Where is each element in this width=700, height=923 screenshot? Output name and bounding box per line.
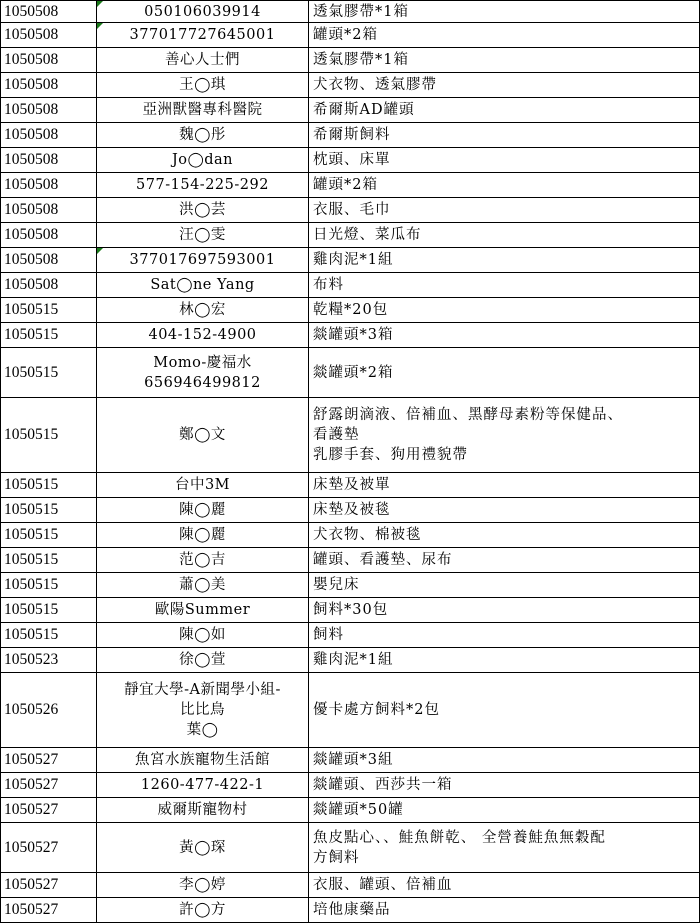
donor-cell bbox=[97, 198, 309, 223]
item-line: 雞肉泥*1組 bbox=[313, 252, 394, 268]
item-line: 燚罐頭*2箱 bbox=[313, 364, 394, 381]
donor-cell bbox=[97, 398, 309, 473]
donor-line: 比比鳥 bbox=[180, 702, 225, 718]
items-cell bbox=[309, 573, 700, 598]
date-cell: 1050523 bbox=[1, 648, 97, 673]
item-line: 希爾斯飼料 bbox=[313, 127, 391, 143]
item-line: 床墊及被單 bbox=[313, 477, 391, 493]
item-line: 飼料*30包 bbox=[313, 602, 389, 618]
donor-line: 汪◯雯 bbox=[179, 227, 226, 243]
donor-cell bbox=[97, 473, 309, 498]
items-cell bbox=[309, 548, 700, 573]
donation-table-body bbox=[1, 1, 700, 923]
items-cell bbox=[309, 498, 700, 523]
donor-line: Sat◯ne Yang bbox=[150, 277, 255, 293]
date-cell: 1050515 bbox=[1, 548, 97, 573]
item-line: 犬衣物、透氣膠帶 bbox=[313, 77, 437, 93]
table-row bbox=[1, 773, 700, 798]
donor-cell bbox=[97, 598, 309, 623]
donor-cell bbox=[97, 98, 309, 123]
donor-line: Jo◯dan bbox=[171, 152, 234, 168]
items-cell bbox=[309, 773, 700, 798]
donor-cell bbox=[97, 573, 309, 598]
table-row bbox=[1, 248, 700, 273]
items-cell bbox=[309, 523, 700, 548]
items-cell bbox=[309, 23, 700, 48]
table-row bbox=[1, 548, 700, 573]
table-row bbox=[1, 48, 700, 73]
donor-line: 陳◯如 bbox=[179, 627, 226, 643]
donor-cell bbox=[97, 523, 309, 548]
item-line: 嬰兒床 bbox=[313, 577, 360, 593]
items-cell bbox=[309, 298, 700, 323]
items-cell bbox=[309, 148, 700, 173]
table-row bbox=[1, 473, 700, 498]
donor-line: 404-152-4900 bbox=[148, 327, 257, 343]
table-row bbox=[1, 398, 700, 473]
item-line: 透氣膠帶*1箱 bbox=[313, 3, 409, 20]
donor-cell bbox=[97, 48, 309, 73]
items-cell bbox=[309, 223, 700, 248]
table-row bbox=[1, 148, 700, 173]
items-cell bbox=[309, 248, 700, 273]
date-cell: 1050508 bbox=[1, 1, 97, 23]
table-row bbox=[1, 223, 700, 248]
donor-line: 台中3M bbox=[174, 477, 231, 493]
table-row bbox=[1, 323, 700, 348]
table-row bbox=[1, 173, 700, 198]
item-line: 乾糧*20包 bbox=[313, 302, 389, 318]
table-row bbox=[1, 73, 700, 98]
item-line: 希爾斯AD罐頭 bbox=[313, 102, 415, 118]
date-cell: 1050515 bbox=[1, 298, 97, 323]
date-cell: 1050508 bbox=[1, 173, 97, 198]
items-cell bbox=[309, 748, 700, 773]
donor-cell bbox=[97, 748, 309, 773]
donor-cell bbox=[97, 148, 309, 173]
table-row bbox=[1, 498, 700, 523]
donor-line: Momo-慶福水 bbox=[153, 354, 252, 371]
items-cell bbox=[309, 798, 700, 823]
donor-cell bbox=[97, 173, 309, 198]
item-line: 優卡處方飼料*2包 bbox=[313, 702, 440, 718]
item-line: 乳膠手套、狗用禮貌帶 bbox=[313, 447, 468, 463]
items-cell bbox=[309, 398, 700, 473]
donor-cell bbox=[97, 223, 309, 248]
table-row bbox=[1, 798, 700, 823]
donor-line: 魚宮水族寵物生活館 bbox=[135, 752, 270, 768]
table-row bbox=[1, 273, 700, 298]
item-line: 衣服、罐頭、倍補血 bbox=[313, 877, 453, 893]
table-row bbox=[1, 98, 700, 123]
item-line: 燚罐頭*50罐 bbox=[313, 802, 404, 818]
item-line: 床墊及被毯 bbox=[313, 502, 391, 518]
comment-marker-icon bbox=[97, 248, 103, 254]
date-cell: 1050515 bbox=[1, 598, 97, 623]
date-cell: 1050527 bbox=[1, 898, 97, 923]
date-cell: 1050527 bbox=[1, 773, 97, 798]
donor-line: 577-154-225-292 bbox=[136, 177, 269, 193]
donor-line: 377017727645001 bbox=[129, 27, 276, 43]
donor-line: 陳◯麗 bbox=[179, 502, 226, 518]
donor-line: 魏◯彤 bbox=[179, 127, 226, 143]
item-line: 燚罐頭*3組 bbox=[313, 752, 394, 768]
donor-line: 善心人士們 bbox=[165, 52, 240, 68]
items-cell bbox=[309, 273, 700, 298]
donor-line: 1260-477-422-1 bbox=[140, 777, 265, 793]
date-cell: 1050515 bbox=[1, 623, 97, 648]
donor-line: 歐陽Summer bbox=[154, 602, 251, 618]
date-cell: 1050508 bbox=[1, 248, 97, 273]
donor-cell bbox=[97, 873, 309, 898]
date-cell: 1050508 bbox=[1, 98, 97, 123]
date-cell: 1050508 bbox=[1, 223, 97, 248]
table-row bbox=[1, 348, 700, 398]
table-row bbox=[1, 298, 700, 323]
donor-line: 洪◯芸 bbox=[179, 202, 226, 218]
item-line: 罐頭、看護墊、尿布 bbox=[313, 552, 453, 568]
items-cell bbox=[309, 173, 700, 198]
items-cell bbox=[309, 98, 700, 123]
items-cell bbox=[309, 323, 700, 348]
donor-cell bbox=[97, 798, 309, 823]
donor-line: 377017697593001 bbox=[129, 252, 276, 268]
date-cell: 1050508 bbox=[1, 148, 97, 173]
table-row bbox=[1, 523, 700, 548]
item-line: 日光燈、菜瓜布 bbox=[313, 227, 422, 243]
donor-line: 050106039914 bbox=[144, 3, 261, 20]
table-row bbox=[1, 648, 700, 673]
date-cell: 1050508 bbox=[1, 73, 97, 98]
donor-line: 林◯宏 bbox=[179, 302, 226, 318]
date-cell: 1050515 bbox=[1, 523, 97, 548]
date-cell: 1050527 bbox=[1, 798, 97, 823]
date-cell: 1050508 bbox=[1, 23, 97, 48]
donor-line: 陳◯麗 bbox=[179, 527, 226, 543]
donor-line: 李◯婷 bbox=[179, 877, 226, 893]
donor-line: 許◯方 bbox=[179, 902, 226, 918]
items-cell bbox=[309, 823, 700, 873]
item-line: 雞肉泥*1組 bbox=[313, 652, 394, 668]
items-cell bbox=[309, 348, 700, 398]
donor-cell bbox=[97, 548, 309, 573]
item-line: 燚罐頭*3箱 bbox=[313, 327, 394, 343]
donor-line: 徐◯萱 bbox=[179, 652, 226, 668]
item-line: 罐頭*2箱 bbox=[313, 27, 378, 43]
donor-cell bbox=[97, 648, 309, 673]
donor-cell bbox=[97, 623, 309, 648]
donor-cell bbox=[97, 298, 309, 323]
date-cell: 1050527 bbox=[1, 873, 97, 898]
donor-line: 威爾斯寵物村 bbox=[157, 802, 248, 818]
date-cell: 1050515 bbox=[1, 573, 97, 598]
date-cell: 1050515 bbox=[1, 323, 97, 348]
table-row bbox=[1, 748, 700, 773]
donor-cell bbox=[97, 1, 309, 23]
items-cell bbox=[309, 1, 700, 23]
date-cell: 1050508 bbox=[1, 273, 97, 298]
item-line: 燚罐頭、西莎共一箱 bbox=[313, 777, 453, 793]
date-cell: 1050527 bbox=[1, 823, 97, 873]
donor-line: 靜宜大學-A新聞學小組- bbox=[124, 682, 281, 698]
date-cell: 1050515 bbox=[1, 473, 97, 498]
item-line: 魚皮點心、、鮭魚餅乾、 全營養鮭魚無穀配 bbox=[313, 829, 606, 846]
item-line: 衣服、毛巾 bbox=[313, 202, 391, 218]
donor-line: 黃◯琛 bbox=[179, 839, 226, 856]
donor-line: 656946499812 bbox=[144, 374, 261, 391]
donor-line: 鄭◯文 bbox=[179, 427, 226, 443]
donor-cell bbox=[97, 823, 309, 873]
item-line: 犬衣物、棉被毯 bbox=[313, 527, 422, 543]
date-cell: 1050508 bbox=[1, 123, 97, 148]
date-cell: 1050508 bbox=[1, 198, 97, 223]
donor-cell bbox=[97, 248, 309, 273]
donor-line: 王◯琪 bbox=[179, 77, 226, 93]
table-row bbox=[1, 23, 700, 48]
items-cell bbox=[309, 73, 700, 98]
item-line: 方飼料 bbox=[313, 849, 360, 866]
items-cell bbox=[309, 598, 700, 623]
table-row bbox=[1, 198, 700, 223]
table-row bbox=[1, 573, 700, 598]
comment-marker-icon bbox=[97, 1, 103, 7]
date-cell: 1050526 bbox=[1, 673, 97, 748]
items-cell bbox=[309, 648, 700, 673]
date-cell: 1050515 bbox=[1, 498, 97, 523]
donor-cell bbox=[97, 273, 309, 298]
table-row bbox=[1, 673, 700, 748]
donor-line: 蕭◯美 bbox=[179, 577, 226, 593]
item-line: 布料 bbox=[313, 277, 344, 293]
items-cell bbox=[309, 623, 700, 648]
item-line: 舒露朗滴液、倍補血、黑酵母素粉等保健品、 bbox=[313, 407, 623, 423]
item-line: 培他康藥品 bbox=[313, 902, 391, 918]
table-row bbox=[1, 598, 700, 623]
date-cell: 1050515 bbox=[1, 398, 97, 473]
items-cell bbox=[309, 473, 700, 498]
table-row bbox=[1, 1, 700, 23]
donor-line: 葉◯ bbox=[186, 722, 219, 738]
donor-cell bbox=[97, 348, 309, 398]
table-row bbox=[1, 823, 700, 873]
donor-cell bbox=[97, 323, 309, 348]
table-row bbox=[1, 123, 700, 148]
item-line: 看護墊 bbox=[313, 427, 360, 443]
donor-cell bbox=[97, 673, 309, 748]
items-cell bbox=[309, 123, 700, 148]
date-cell: 1050508 bbox=[1, 48, 97, 73]
donor-cell bbox=[97, 773, 309, 798]
item-line: 枕頭、床單 bbox=[313, 152, 391, 168]
date-cell: 1050515 bbox=[1, 348, 97, 398]
comment-marker-icon bbox=[97, 23, 103, 29]
date-cell: 1050527 bbox=[1, 748, 97, 773]
donor-line: 亞洲獸醫專科醫院 bbox=[142, 102, 263, 118]
donor-cell bbox=[97, 123, 309, 148]
donor-line: 范◯吉 bbox=[179, 552, 226, 568]
items-cell bbox=[309, 873, 700, 898]
donor-cell bbox=[97, 73, 309, 98]
item-line: 罐頭*2箱 bbox=[313, 177, 378, 193]
donor-cell bbox=[97, 498, 309, 523]
table-row bbox=[1, 623, 700, 648]
items-cell bbox=[309, 48, 700, 73]
item-line: 飼料 bbox=[313, 627, 344, 643]
donor-cell bbox=[97, 23, 309, 48]
items-cell bbox=[309, 673, 700, 748]
table-row bbox=[1, 873, 700, 898]
item-line: 透氣膠帶*1箱 bbox=[313, 52, 409, 68]
items-cell bbox=[309, 198, 700, 223]
